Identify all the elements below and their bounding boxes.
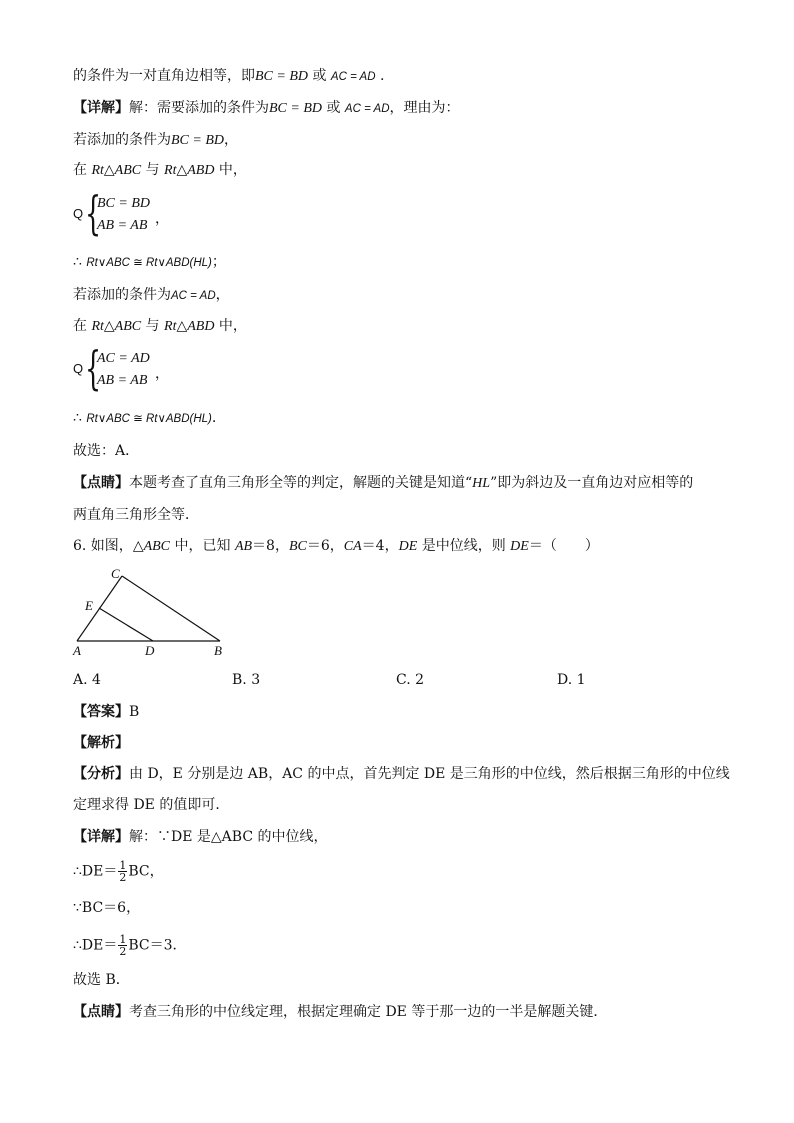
text: 若添加的条件为 — [73, 132, 171, 148]
equation-row: AB = AB — [97, 373, 148, 388]
text: 定理求得 DE 的值即可． — [73, 797, 230, 813]
q5-line-7 — [73, 316, 247, 337]
q6-detail-2 — [73, 860, 164, 883]
text: 解：∵DE 是△ABC 的中位线， — [129, 829, 328, 845]
text: 中， — [214, 162, 247, 178]
math: BC = BD — [255, 69, 308, 84]
q6-stem — [73, 536, 599, 557]
denominator: 2 — [119, 945, 127, 958]
math: AC = AD — [171, 290, 216, 302]
fraction-half — [118, 860, 127, 883]
label-e: E — [85, 598, 93, 613]
text: 在 — [73, 162, 92, 178]
option-a: A. 4 — [73, 672, 101, 688]
text: BC， — [128, 863, 164, 880]
text: 的条件为一对直角边相等，即 — [73, 68, 255, 84]
label-b: B — [214, 643, 222, 658]
numerator: 1 — [119, 933, 127, 946]
therefore-symbol: ∴ — [73, 410, 87, 426]
text: ， — [155, 211, 169, 227]
label-d: D — [145, 643, 155, 658]
therefore-symbol: ∴ — [73, 254, 87, 270]
equation-row: AC = AD — [97, 351, 150, 366]
text: 在 — [73, 318, 92, 334]
q5-line-2 — [73, 98, 460, 119]
q5-comment-line-1 — [73, 473, 693, 494]
math: DE — [510, 539, 529, 554]
math: Rt∨ABC ≅ Rt∨ABD(HL) — [86, 257, 212, 269]
math: Rt∨ABC ≅ Rt∨ABD(HL) — [86, 413, 212, 425]
text: ＝（ ） — [528, 538, 599, 554]
text: 故选：A． — [73, 443, 140, 459]
text: ∵BC＝6， — [73, 900, 141, 916]
text: ∴DE＝ — [73, 863, 118, 880]
text: ； — [211, 254, 226, 270]
text: 若添加的条件为 — [73, 287, 171, 303]
q5-choice-line — [73, 441, 139, 461]
label-a: A — [73, 643, 81, 658]
q5-line-6 — [73, 285, 230, 306]
q6-analysis-1 — [73, 764, 730, 784]
math: BC = BD — [269, 101, 322, 116]
q6-analysis-2 — [73, 795, 229, 815]
text: 或 — [308, 68, 331, 84]
text: ＝8， — [252, 538, 289, 554]
math: DE — [398, 539, 418, 554]
text: 考查三角形的中位线定理，根据定理确定 DE 等于那一边的一半是解题关键． — [129, 1004, 608, 1020]
text: ＝6， — [306, 538, 344, 554]
math: △ABC — [132, 539, 171, 554]
math: BC = BD — [171, 133, 224, 148]
text: ， — [155, 366, 169, 382]
math: AC = AD — [330, 71, 376, 83]
text: BC＝3． — [128, 937, 187, 954]
equation-row: AB = AB — [97, 218, 148, 233]
denominator: 2 — [119, 871, 127, 884]
text: 中， — [214, 318, 247, 334]
q6-detail-1 — [73, 827, 327, 847]
because-symbol: Q — [73, 206, 84, 221]
text: 由 D，E 分别是边 AB，AC 的中点，首先判定 DE 是三角形的中位线，然后根据三角形的中位线 — [129, 766, 730, 782]
q6-detail-5 — [73, 970, 130, 990]
text: 6. 如图， — [73, 538, 133, 554]
text: ∴DE＝ — [73, 937, 118, 954]
equation-row: BC = BD — [97, 196, 150, 211]
math: BC — [288, 539, 307, 554]
midline-de — [99, 608, 153, 641]
text: 与 — [141, 162, 165, 178]
answer-value: B — [129, 704, 140, 720]
math: Rt△ABC — [91, 163, 142, 178]
text: ”即为斜边及一直角边对应相等的 — [490, 475, 694, 491]
math: HL — [472, 476, 491, 491]
left-brace-icon: { — [85, 186, 102, 240]
math: AB — [234, 539, 253, 554]
math: CA — [343, 539, 362, 554]
section-tag: 【详解】 — [73, 829, 129, 845]
q6-comment — [73, 1002, 607, 1022]
section-tag: 【分析】 — [73, 766, 129, 782]
text: ，理由为： — [389, 100, 460, 116]
option-d: D. 1 — [557, 672, 586, 688]
section-tag: 【点睛】 — [73, 475, 129, 491]
text: 或 — [322, 100, 345, 116]
q6-jiexi-tag: 【解析】 — [73, 735, 129, 751]
text: . — [375, 68, 385, 84]
left-brace-icon: { — [85, 341, 102, 395]
q5-line-1 — [73, 66, 384, 87]
q5-comment-line-2 — [73, 505, 199, 525]
triangle-figure — [65, 563, 235, 658]
text: . — [211, 410, 217, 426]
option-c: C. 2 — [396, 672, 425, 688]
numerator: 1 — [119, 859, 127, 872]
text: 本题考查了直角三角形全等的判定，解题的关键是知道“ — [129, 475, 473, 491]
text: 中，已知 — [170, 538, 235, 554]
because-symbol: Q — [73, 361, 84, 376]
section-tag: 【详解】 — [73, 100, 129, 116]
q5-line-5 — [73, 252, 226, 273]
text: ， — [224, 132, 238, 148]
text: 故选 B． — [73, 972, 130, 988]
text: ＝4， — [361, 538, 399, 554]
math: Rt△ABD — [164, 163, 215, 178]
q5-line-3 — [73, 130, 238, 151]
text: 是中位线，则 — [417, 538, 511, 554]
text: 两直角三角形全等． — [73, 507, 199, 523]
option-b: B. 3 — [232, 672, 261, 688]
math: Rt△ABD — [164, 319, 215, 334]
q6-detail-4 — [73, 934, 187, 957]
section-tag: 【答案】 — [73, 704, 129, 720]
text: ， — [215, 287, 230, 303]
q5-line-4 — [73, 160, 247, 181]
label-c: C — [111, 566, 120, 581]
section-tag: 【点睛】 — [73, 1004, 129, 1020]
q6-answer — [73, 702, 139, 722]
text: 与 — [141, 318, 165, 334]
math: Rt△ABC — [91, 319, 142, 334]
q5-line-8 — [73, 408, 216, 429]
math: AC = AD — [344, 103, 390, 115]
text: 解：需要添加的条件为 — [129, 100, 269, 116]
q6-detail-3 — [73, 898, 140, 918]
fraction-half — [118, 934, 127, 957]
